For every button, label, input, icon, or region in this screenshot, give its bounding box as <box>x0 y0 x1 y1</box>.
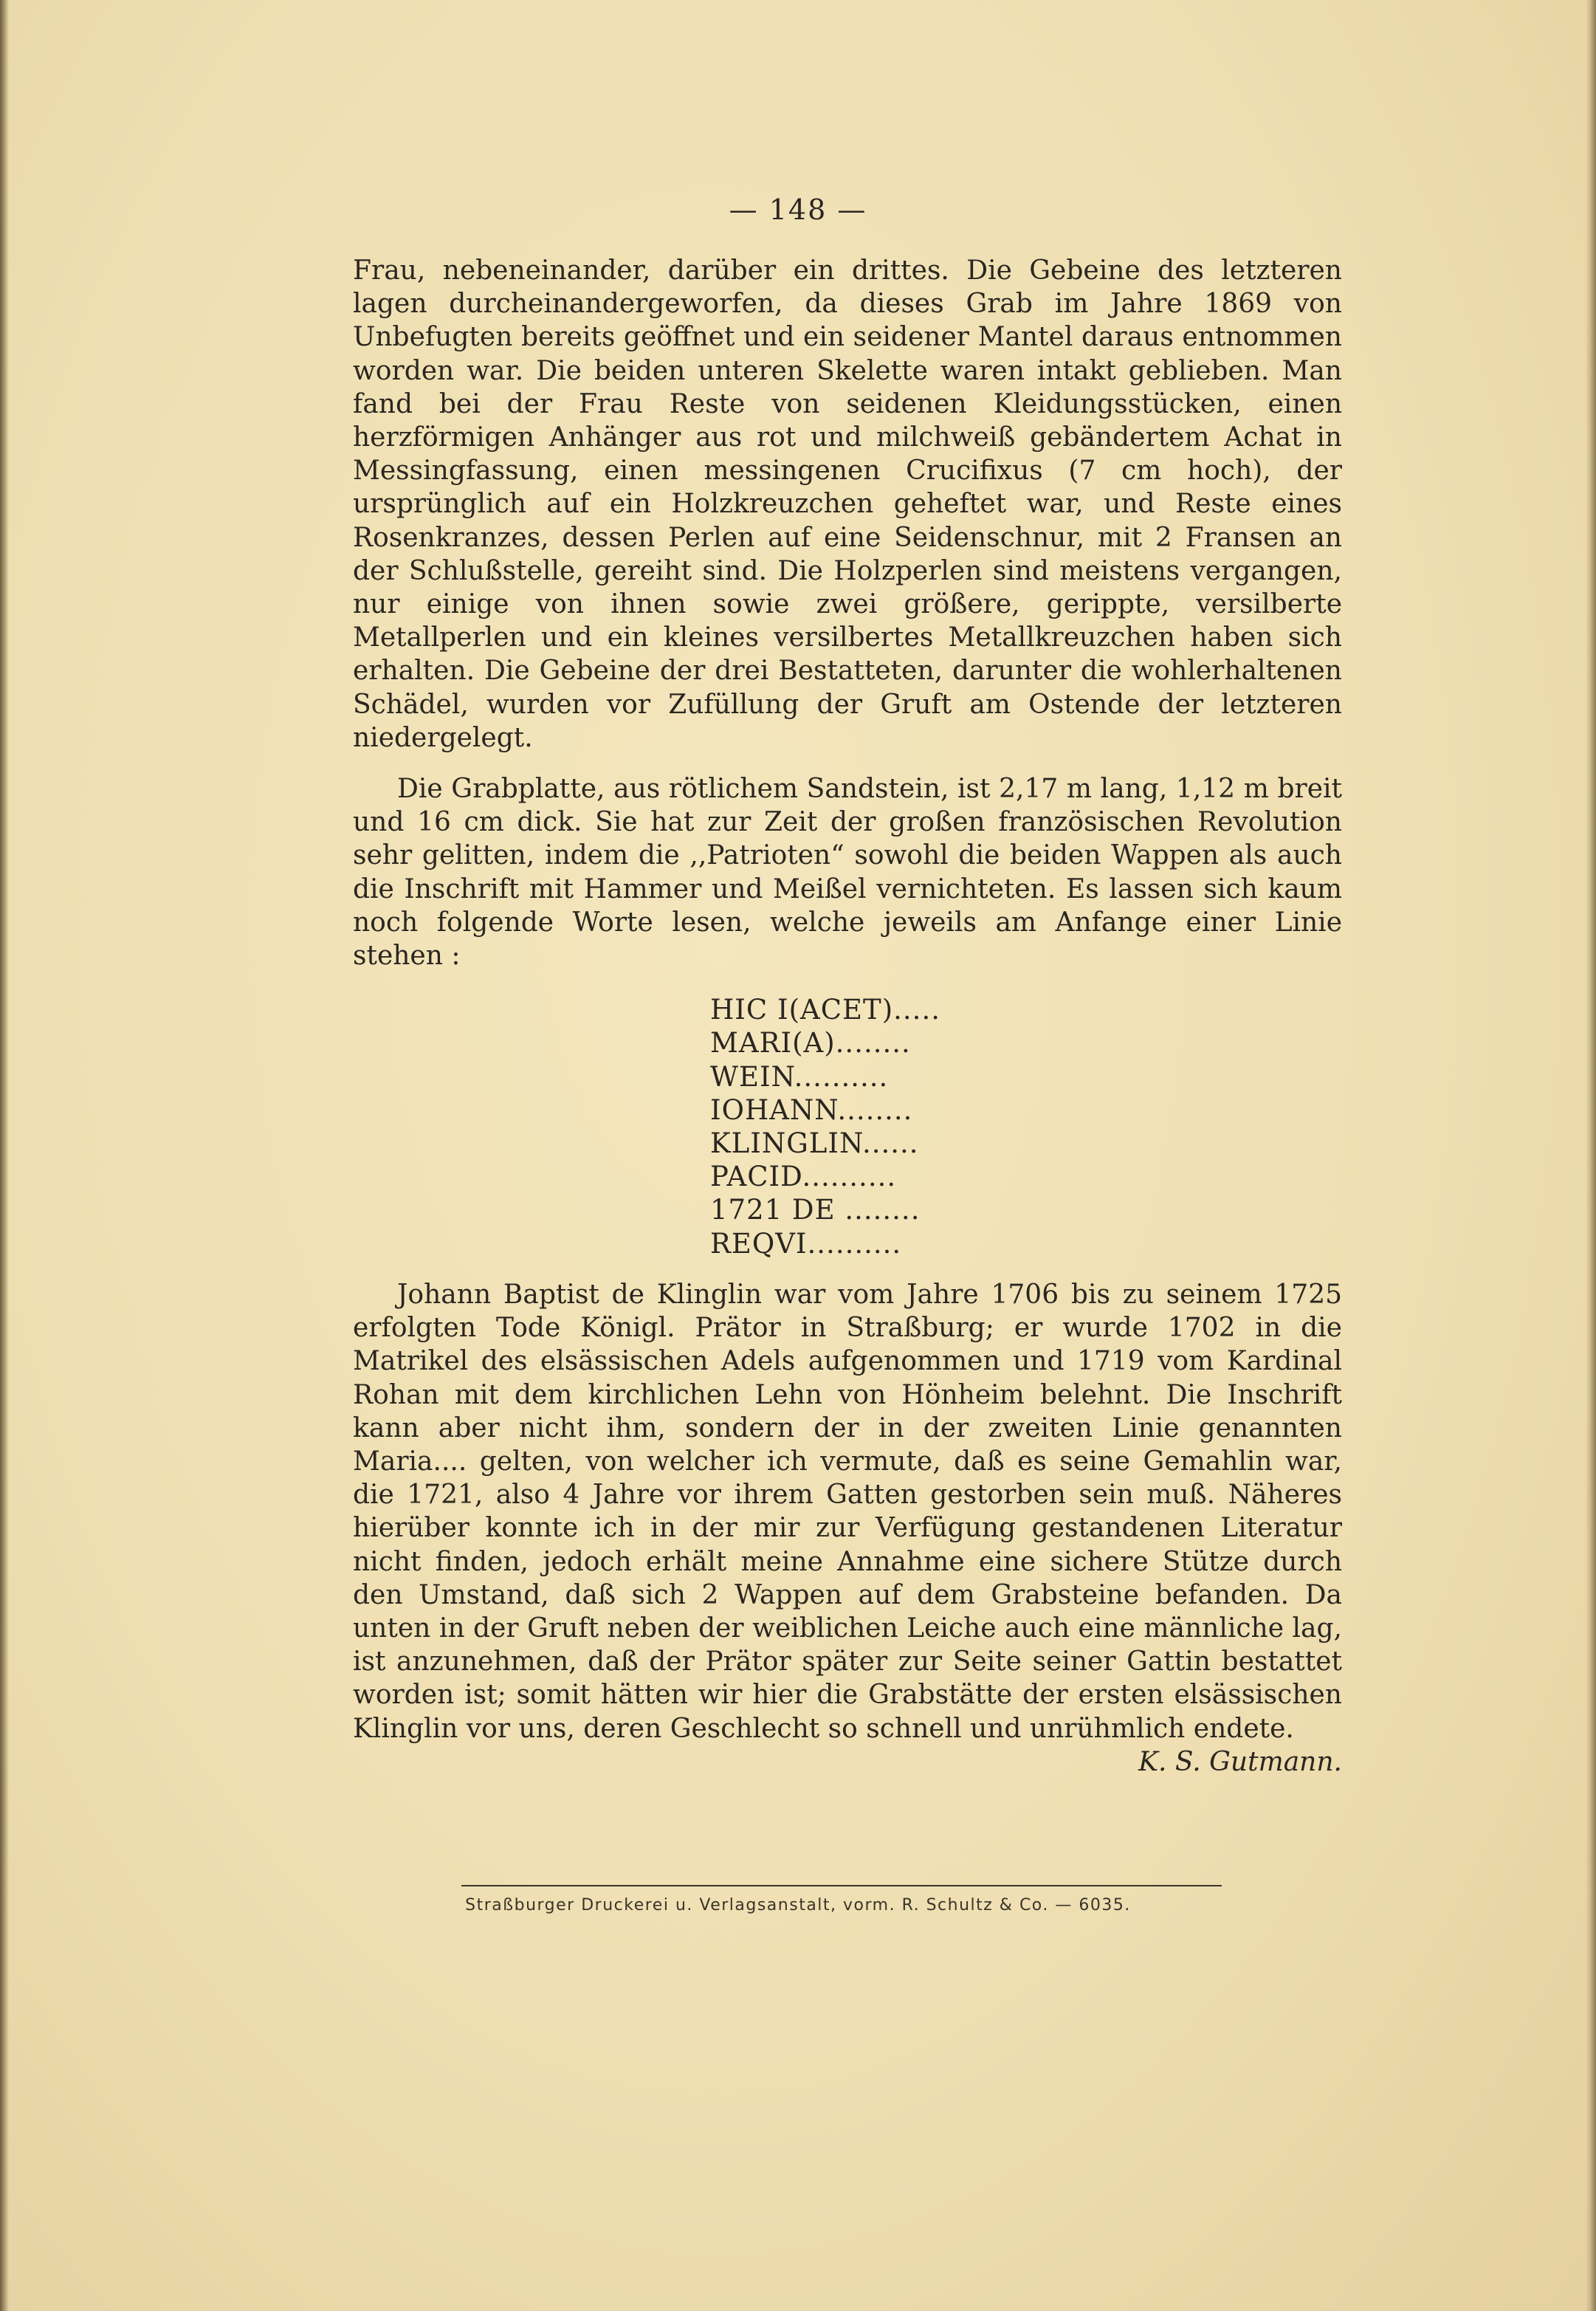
paragraph-3: Johann Baptist de Klinglin war vom Jahre 1706 bis zu seinem 1725 erfolgten Tode Königl. Prätor in Straßburg; er wurde 1702 in die Matrikel des elsässischen Adels aufgenommen und 1719 vom Kardinal Rohan mit dem kirchlichen Lehn von Hönheim belehnt. Die Inschrift kann aber nicht ihm, sondern der in der zweiten Linie genannten Maria.... gelten, von welcher ich vermute, daß es seine Gemahlin war, die 1721, also 4 Jahre vor ihrem Gatten gestorben sein muß. Näheres hierüber konnte ich in der mir zur Verfügung gestandenen Literatur nicht finden, jedoch erhält meine Annahme eine sichere Stütze durch den Umstand, daß sich 2 Wappen auf dem Grabsteine befanden. Da unten in der Gruft neben der weiblichen Leiche auch eine männliche lag, ist anzunehmen, daß der Prätor später zur Seite seiner Gattin bestattet worden ist; somit hätten wir hier die Grabstätte der ersten elsässischen Klinglin vor uns, deren Geschlecht so schnell und unrühmlich endete. <box>353 1279 1342 1744</box>
paragraph-2: Die Grabplatte, aus rötlichem Sandstein, ist 2,17 m lang, 1,12 m breit und 16 cm dick. Sie hat zur Zeit der großen französischen Revolution sehr gelitten, indem die ,,Patrioten“ sowohl die beiden Wappen als auch die Inschrift mit Hammer und Meißel vernichteten. Es lassen sich kaum noch folgende Worte lesen, welche jeweils am Anfange einer Linie stehen : <box>353 774 1342 972</box>
author-signature: K. S. Gutmann. <box>1138 1746 1342 1777</box>
scan-edge-right <box>1586 0 1596 2311</box>
inscription-line: WEIN.......... <box>710 1060 889 1093</box>
inscription-line: MARI(A)........ <box>710 1027 911 1060</box>
inscription-line: KLINGLIN...... <box>710 1127 919 1160</box>
inscription-lines <box>710 993 1342 1260</box>
scan-edge-left <box>0 0 9 2311</box>
inscription-line: REQVI.......... <box>710 1227 902 1260</box>
page-number: — 148 — <box>729 193 867 226</box>
printer-imprint: Straßburger Druckerei u. Verlagsanstalt, vorm. R. Schultz & Co. — 6035. <box>465 1896 1131 1915</box>
inscription-line: IOHANN........ <box>710 1093 913 1126</box>
footer-rule <box>461 1885 1222 1886</box>
paragraph-1: Frau, nebeneinander, darüber ein drittes. Die Gebeine des letzteren lagen durcheinandergeworfen, da dieses Grab im Jahre 1869 von Unbefugten bereits geöffnet und ein seidener Mantel daraus entnommen worden war. Die beiden unteren Skelette waren intakt geblieben. Man fand bei der Frau Reste von seidenen Kleidungsstücken, einen herzförmigen Anhänger aus rot und milchweiß gebändertem Achat in Messingfassung, einen messingenen Crucifixus (7 cm hoch), der ursprünglich auf ein Holzkreuzchen geheftet war, und Reste eines Rosenkranzes, dessen Perlen auf eine Seidenschnur, mit 2 Fransen an der Schlußstelle, gereiht sind. Die Holzperlen sind meistens vergangen, nur einige von ihnen sowie zwei größere, gerippte, versilberte Metallperlen und ein kleines versilbertes Metallkreuzchen haben sich erhalten. Die Gebeine der drei Bestatteten, darunter die wohlerhaltenen Schädel, wurden vor Zufüllung der Gruft am Ostende der letzteren niedergelegt. <box>353 255 1342 753</box>
inscription-line: PACID.......... <box>710 1161 897 1193</box>
inscription-line: 1721 DE ........ <box>710 1194 921 1226</box>
inscription-line: HIC I(ACET)..... <box>710 994 940 1026</box>
body-text <box>353 254 1342 1779</box>
